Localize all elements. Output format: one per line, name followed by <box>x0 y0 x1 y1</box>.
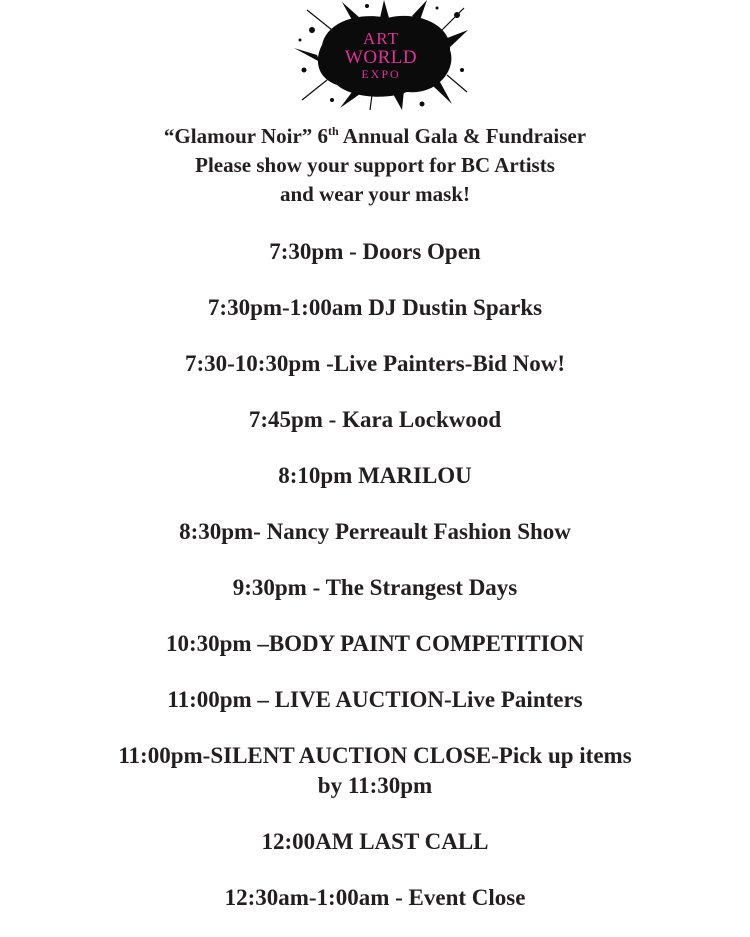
event-item: 7:45pm - Kara Lockwood <box>248 407 502 432</box>
logo-word-expo: EXPO <box>361 67 401 81</box>
event-item: 12:30am-1:00am - Event Close <box>224 885 526 910</box>
logo-word-world: WORLD <box>344 47 418 68</box>
event-item: 9:30pm - The Strangest Days <box>232 575 518 600</box>
event-list <box>0 237 750 913</box>
event-item: 8:10pm MARILOU <box>278 463 472 488</box>
event-item: 10:30pm –BODY PAINT COMPETITION <box>165 631 585 656</box>
event-item: 7:30-10:30pm -Live Painters-Bid Now! <box>184 351 566 376</box>
mask-line: and wear your mask! <box>280 182 470 206</box>
art-world-expo-logo <box>292 0 470 110</box>
event-item: 12:00AM LAST CALL <box>261 829 489 854</box>
gala-title-rest: Annual Gala & Fundraiser <box>338 124 587 148</box>
logo-word-art: ART <box>363 29 399 48</box>
event-schedule <box>0 122 750 913</box>
gala-title-text: “Glamour Noir” 6 <box>163 124 329 148</box>
gala-title <box>0 122 750 151</box>
event-item: 11:00pm – LIVE AUCTION-Live Painters <box>167 687 583 712</box>
event-item: 11:00pm-SILENT AUCTION CLOSE-Pick up items by 11:30pm <box>118 743 632 798</box>
support-line: Please show your support for BC Artists <box>195 153 555 177</box>
event-item: 7:30pm - Doors Open <box>269 239 481 264</box>
event-item: 8:30pm- Nancy Perreault Fashion Show <box>179 519 571 544</box>
gala-title-ordinal: th <box>328 124 339 138</box>
gala-intro <box>0 122 750 209</box>
event-item: 7:30pm-1:00am DJ Dustin Sparks <box>207 295 543 320</box>
